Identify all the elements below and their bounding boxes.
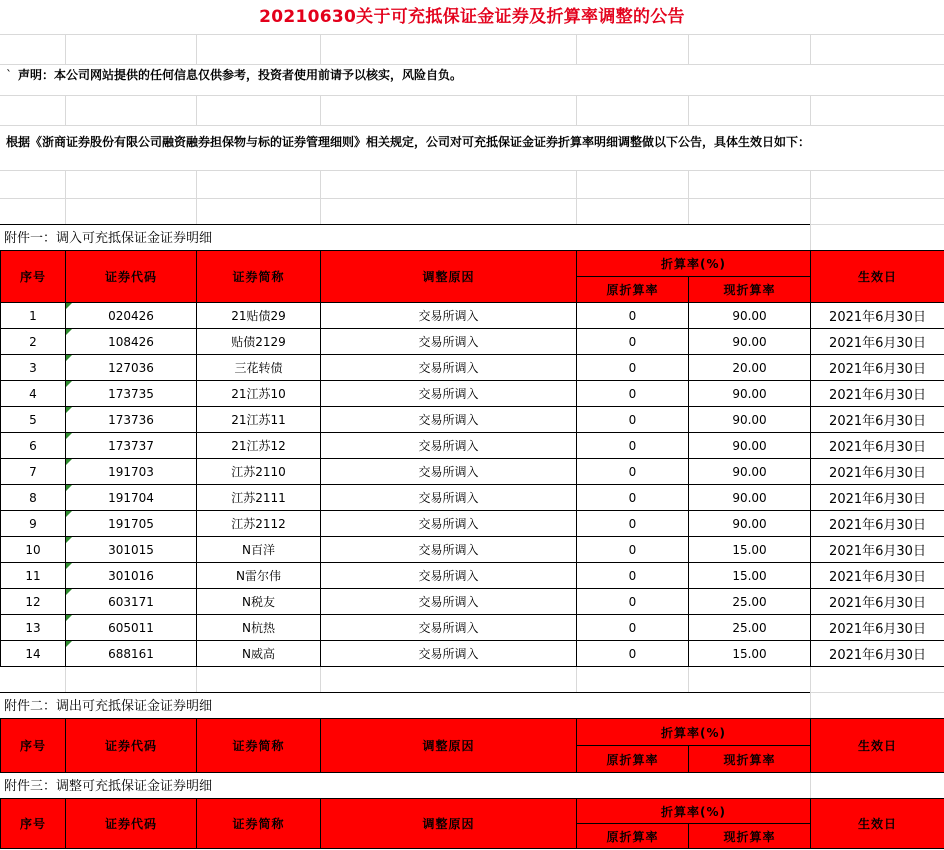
row-code: 603171 bbox=[66, 589, 197, 615]
header-orig-rate: 原折算率 bbox=[577, 824, 689, 849]
row-seq: 12 bbox=[1, 589, 66, 615]
row-code: 688161 bbox=[66, 641, 197, 667]
row-orig-rate: 0 bbox=[577, 381, 689, 407]
row-new-rate: 20.00 bbox=[689, 355, 811, 381]
row-reason: 交易所调入 bbox=[321, 433, 577, 459]
table-row bbox=[1, 641, 944, 667]
header-rate-group: 折算率(%) bbox=[577, 799, 811, 824]
row-orig-rate: 0 bbox=[577, 355, 689, 381]
row-name: 三花转债 bbox=[197, 355, 321, 381]
row-effective-date: 2021年6月30日 bbox=[811, 407, 944, 433]
row-orig-rate: 0 bbox=[577, 511, 689, 537]
row-name: 21贴债29 bbox=[197, 303, 321, 329]
row-code: 127036 bbox=[66, 355, 197, 381]
row-new-rate: 90.00 bbox=[689, 433, 811, 459]
row-code: 108426 bbox=[66, 329, 197, 355]
row-seq: 10 bbox=[1, 537, 66, 563]
row-seq: 14 bbox=[1, 641, 66, 667]
row-effective-date: 2021年6月30日 bbox=[811, 433, 944, 459]
row-reason: 交易所调入 bbox=[321, 537, 577, 563]
row-new-rate: 15.00 bbox=[689, 563, 811, 589]
row-new-rate: 25.00 bbox=[689, 589, 811, 615]
row-name: N税友 bbox=[197, 589, 321, 615]
row-effective-date: 2021年6月30日 bbox=[811, 355, 944, 381]
row-seq: 6 bbox=[1, 433, 66, 459]
row-seq: 4 bbox=[1, 381, 66, 407]
header-reason: 调整原因 bbox=[321, 719, 577, 773]
table-row bbox=[1, 381, 944, 407]
row-orig-rate: 0 bbox=[577, 407, 689, 433]
header-code: 证券代码 bbox=[66, 799, 197, 849]
row-orig-rate: 0 bbox=[577, 329, 689, 355]
row-effective-date: 2021年6月30日 bbox=[811, 459, 944, 485]
row-effective-date: 2021年6月30日 bbox=[811, 511, 944, 537]
row-new-rate: 90.00 bbox=[689, 459, 811, 485]
row-reason: 交易所调入 bbox=[321, 381, 577, 407]
row-new-rate: 90.00 bbox=[689, 329, 811, 355]
statement-tick-mark: ` bbox=[6, 68, 12, 82]
row-orig-rate: 0 bbox=[577, 537, 689, 563]
annex-3-label: 附件三：调整可充抵保证金证券明细 bbox=[0, 772, 810, 798]
row-name: 江苏2112 bbox=[197, 511, 321, 537]
row-seq: 11 bbox=[1, 563, 66, 589]
header-new-rate: 现折算率 bbox=[689, 746, 811, 773]
table-row bbox=[1, 537, 944, 563]
row-new-rate: 15.00 bbox=[689, 641, 811, 667]
row-new-rate: 90.00 bbox=[689, 485, 811, 511]
row-effective-date: 2021年6月30日 bbox=[811, 485, 944, 511]
table-row bbox=[1, 303, 944, 329]
row-effective-date: 2021年6月30日 bbox=[811, 641, 944, 667]
row-reason: 交易所调入 bbox=[321, 329, 577, 355]
header-effective: 生效日 bbox=[811, 799, 944, 849]
row-name: N杭热 bbox=[197, 615, 321, 641]
annex-2-header bbox=[0, 718, 944, 773]
header-effective: 生效日 bbox=[811, 251, 944, 303]
header-name: 证券简称 bbox=[197, 719, 321, 773]
annex-1-label: 附件一：调入可充抵保证金证券明细 bbox=[0, 224, 810, 250]
row-name: 江苏2110 bbox=[197, 459, 321, 485]
row-reason: 交易所调入 bbox=[321, 303, 577, 329]
row-new-rate: 25.00 bbox=[689, 615, 811, 641]
row-code: 191704 bbox=[66, 485, 197, 511]
annex-2-label: 附件二：调出可充抵保证金证券明细 bbox=[0, 692, 810, 718]
row-orig-rate: 0 bbox=[577, 641, 689, 667]
disclaimer-text: 声明：本公司网站提供的任何信息仅供参考，投资者使用前请予以核实，风险自负。 bbox=[18, 68, 463, 82]
row-orig-rate: 0 bbox=[577, 303, 689, 329]
row-seq: 3 bbox=[1, 355, 66, 381]
row-code: 020426 bbox=[66, 303, 197, 329]
row-effective-date: 2021年6月30日 bbox=[811, 615, 944, 641]
row-name: 贴债2129 bbox=[197, 329, 321, 355]
announcement-basis-text: 根据《浙商证券股份有限公司融资融券担保物与标的证券管理细则》相关规定，公司对可充抵保证金证券折算率明细调整做以下公告，具体生效日如下： bbox=[6, 135, 811, 149]
row-new-rate: 90.00 bbox=[689, 303, 811, 329]
row-new-rate: 15.00 bbox=[689, 537, 811, 563]
disclaimer-statement bbox=[6, 66, 462, 84]
row-new-rate: 90.00 bbox=[689, 407, 811, 433]
table-row bbox=[1, 355, 944, 381]
header-seq: 序号 bbox=[1, 251, 66, 303]
row-code: 191705 bbox=[66, 511, 197, 537]
row-effective-date: 2021年6月30日 bbox=[811, 563, 944, 589]
row-code: 173736 bbox=[66, 407, 197, 433]
row-orig-rate: 0 bbox=[577, 459, 689, 485]
row-reason: 交易所调入 bbox=[321, 407, 577, 433]
row-reason: 交易所调入 bbox=[321, 355, 577, 381]
row-name: 21江苏12 bbox=[197, 433, 321, 459]
header-name: 证券简称 bbox=[197, 251, 321, 303]
row-seq: 13 bbox=[1, 615, 66, 641]
table-row bbox=[1, 407, 944, 433]
header-orig-rate: 原折算率 bbox=[577, 746, 689, 773]
table-row bbox=[1, 329, 944, 355]
row-seq: 5 bbox=[1, 407, 66, 433]
row-reason: 交易所调入 bbox=[321, 485, 577, 511]
row-seq: 2 bbox=[1, 329, 66, 355]
row-effective-date: 2021年6月30日 bbox=[811, 329, 944, 355]
page-title: 20210630关于可充抵保证金证券及折算率调整的公告 bbox=[259, 7, 685, 27]
row-reason: 交易所调入 bbox=[321, 459, 577, 485]
row-name: 江苏2111 bbox=[197, 485, 321, 511]
row-seq: 8 bbox=[1, 485, 66, 511]
row-code: 191703 bbox=[66, 459, 197, 485]
annex-3-header bbox=[0, 798, 944, 849]
row-code: 173737 bbox=[66, 433, 197, 459]
row-orig-rate: 0 bbox=[577, 485, 689, 511]
header-orig-rate: 原折算率 bbox=[577, 277, 689, 303]
header-code: 证券代码 bbox=[66, 251, 197, 303]
header-reason: 调整原因 bbox=[321, 799, 577, 849]
header-new-rate: 现折算率 bbox=[689, 277, 811, 303]
row-orig-rate: 0 bbox=[577, 563, 689, 589]
header-name: 证券简称 bbox=[197, 799, 321, 849]
row-reason: 交易所调入 bbox=[321, 563, 577, 589]
row-orig-rate: 0 bbox=[577, 589, 689, 615]
row-name: 21江苏11 bbox=[197, 407, 321, 433]
header-rate-group: 折算率(%) bbox=[577, 251, 811, 277]
row-effective-date: 2021年6月30日 bbox=[811, 537, 944, 563]
row-code: 173735 bbox=[66, 381, 197, 407]
row-effective-date: 2021年6月30日 bbox=[811, 381, 944, 407]
header-rate-group: 折算率(%) bbox=[577, 719, 811, 746]
header-seq: 序号 bbox=[1, 799, 66, 849]
row-name: N威高 bbox=[197, 641, 321, 667]
table-row bbox=[1, 615, 944, 641]
row-seq: 7 bbox=[1, 459, 66, 485]
row-name: 21江苏10 bbox=[197, 381, 321, 407]
row-reason: 交易所调入 bbox=[321, 641, 577, 667]
table-row bbox=[1, 511, 944, 537]
table-row bbox=[1, 459, 944, 485]
table-row bbox=[1, 589, 944, 615]
annex-1-table bbox=[0, 302, 944, 667]
row-orig-rate: 0 bbox=[577, 433, 689, 459]
header-reason: 调整原因 bbox=[321, 251, 577, 303]
row-code: 301016 bbox=[66, 563, 197, 589]
header-new-rate: 现折算率 bbox=[689, 824, 811, 849]
annex-1-header bbox=[0, 250, 944, 303]
row-orig-rate: 0 bbox=[577, 615, 689, 641]
row-reason: 交易所调入 bbox=[321, 589, 577, 615]
header-seq: 序号 bbox=[1, 719, 66, 773]
table-row bbox=[1, 563, 944, 589]
row-name: N雷尔伟 bbox=[197, 563, 321, 589]
row-reason: 交易所调入 bbox=[321, 511, 577, 537]
row-name: N百洋 bbox=[197, 537, 321, 563]
table-row bbox=[1, 433, 944, 459]
row-effective-date: 2021年6月30日 bbox=[811, 589, 944, 615]
header-effective: 生效日 bbox=[811, 719, 944, 773]
row-seq: 1 bbox=[1, 303, 66, 329]
row-code: 605011 bbox=[66, 615, 197, 641]
row-seq: 9 bbox=[1, 511, 66, 537]
row-code: 301015 bbox=[66, 537, 197, 563]
row-new-rate: 90.00 bbox=[689, 511, 811, 537]
row-reason: 交易所调入 bbox=[321, 615, 577, 641]
row-new-rate: 90.00 bbox=[689, 381, 811, 407]
header-code: 证券代码 bbox=[66, 719, 197, 773]
row-effective-date: 2021年6月30日 bbox=[811, 303, 944, 329]
table-row bbox=[1, 485, 944, 511]
